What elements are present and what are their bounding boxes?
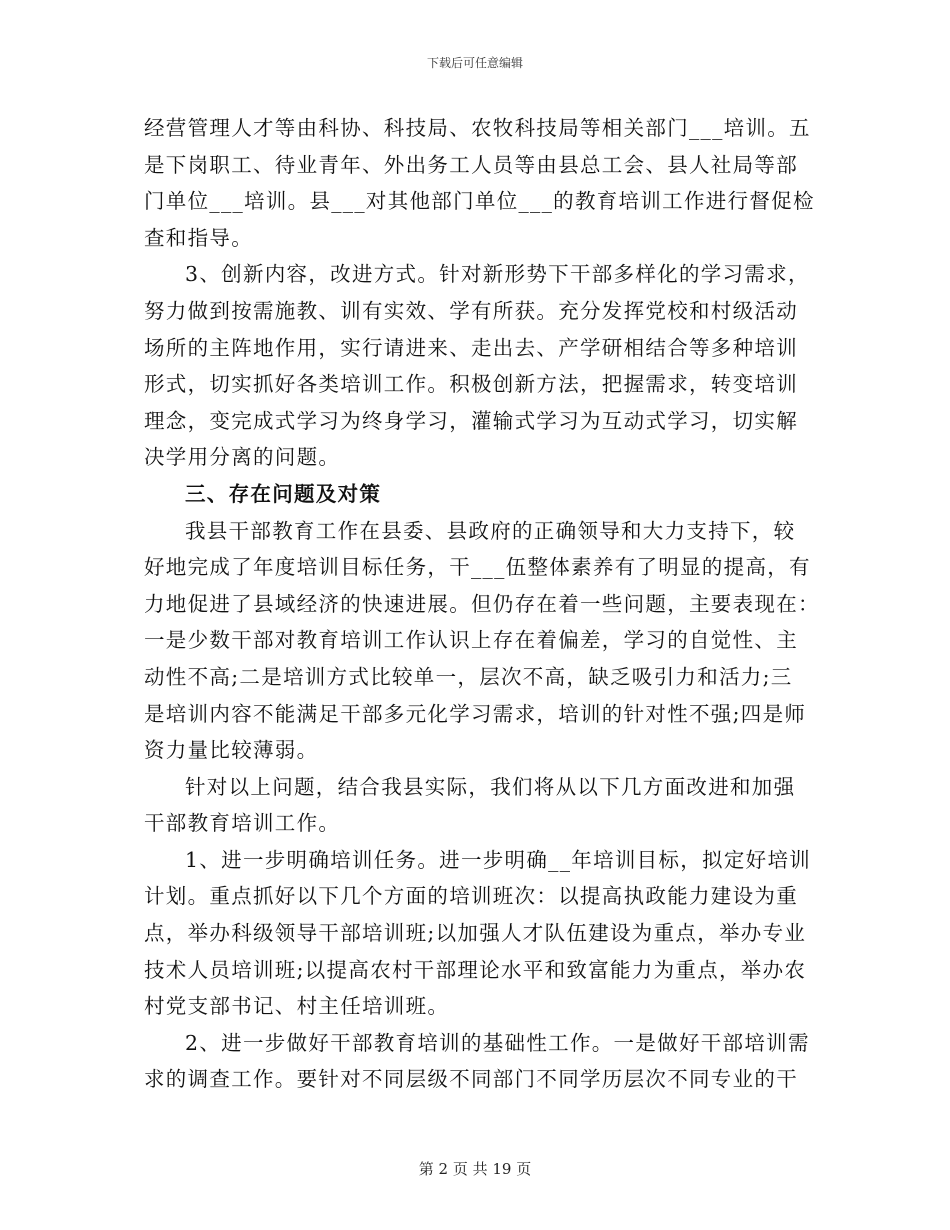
text-line: 好地完成了年度培训目标任务，干___伍整体素养有了明显的提高，有 bbox=[144, 555, 811, 580]
text-line: 干部教育培训工作。 bbox=[144, 811, 341, 836]
text-line: 资力量比较薄弱。 bbox=[144, 738, 319, 763]
text-line: 是下岗职工、待业青年、外出务工人员等由县总工会、县人社局等部 bbox=[144, 152, 798, 177]
text-line: 力地促进了县域经济的快速进展。但仍存在着一些问题，主要表现在： bbox=[144, 591, 820, 616]
text-line: 3、创新内容，改进方式。针对新形势下干部多样化的学习需求， bbox=[185, 262, 810, 287]
document-body bbox=[144, 110, 820, 1098]
text-line: 2、进一步做好干部教育培训的基础性工作。一是做好干部培训需 bbox=[185, 1030, 810, 1055]
page-footer: 第 2 页 共 19 页 bbox=[418, 1160, 532, 1178]
text-line: 查和指导。 bbox=[144, 225, 253, 250]
text-line: 努力做到按需施教、训有实效、学有所获。充分发挥党校和村级活动 bbox=[144, 298, 798, 323]
page-header: 下载后可任意编辑 bbox=[426, 56, 523, 70]
text-line: 形式，切实抓好各类培训工作。积极创新方法，把握需求，转变培训 bbox=[144, 372, 798, 397]
text-line: 计划。重点抓好以下几个方面的培训班次：以提高执政能力建设为重 bbox=[144, 884, 798, 909]
text-line: 经营管理人才等由科协、科技局、农牧科技局等相关部门___培训。五 bbox=[144, 116, 811, 140]
text-line: 决学用分离的问题。 bbox=[144, 445, 341, 470]
text-line: 求的调查工作。要针对不同层级不同部门不同学历层次不同专业的干 bbox=[144, 1067, 798, 1092]
text-line: 一是少数干部对教育培训工作认识上存在着偏差，学习的自觉性、主 bbox=[144, 628, 798, 653]
text-line: 1、进一步明确培训任务。进一步明确__年培训目标，拟定好培训 bbox=[185, 847, 812, 872]
section-heading: 三、存在问题及对策 bbox=[185, 481, 382, 506]
text-line: 动性不高;二是培训方式比较单一，层次不高，缺乏吸引力和活力;三 bbox=[144, 664, 793, 689]
text-line: 针对以上问题，结合我县实际，我们将从以下几方面改进和加强 bbox=[185, 774, 796, 799]
text-line: 我县干部教育工作在县委、县政府的正确领导和大力支持下，较 bbox=[185, 518, 796, 543]
text-line: 门单位___培训。县___对其他部门单位___的教育培训工作进行督促检 bbox=[144, 189, 815, 214]
text-line: 理念，变完成式学习为终身学习，灌输式学习为互动式学习，切实解 bbox=[144, 408, 798, 433]
text-line: 场所的主阵地作用，实行请进来、走出去、产学研相结合等多种培训 bbox=[144, 335, 798, 360]
text-line: 是培训内容不能满足干部多元化学习需求，培训的针对性不强;四是师 bbox=[144, 701, 807, 726]
text-line: 技术人员培训班;以提高农村干部理论水平和致富能力为重点，举办农 bbox=[144, 957, 807, 982]
text-line: 村党支部书记、村主任培训班。 bbox=[144, 994, 450, 1019]
text-line: 点，举办科级领导干部培训班;以加强人才队伍建设为重点，举办专业 bbox=[144, 921, 807, 946]
